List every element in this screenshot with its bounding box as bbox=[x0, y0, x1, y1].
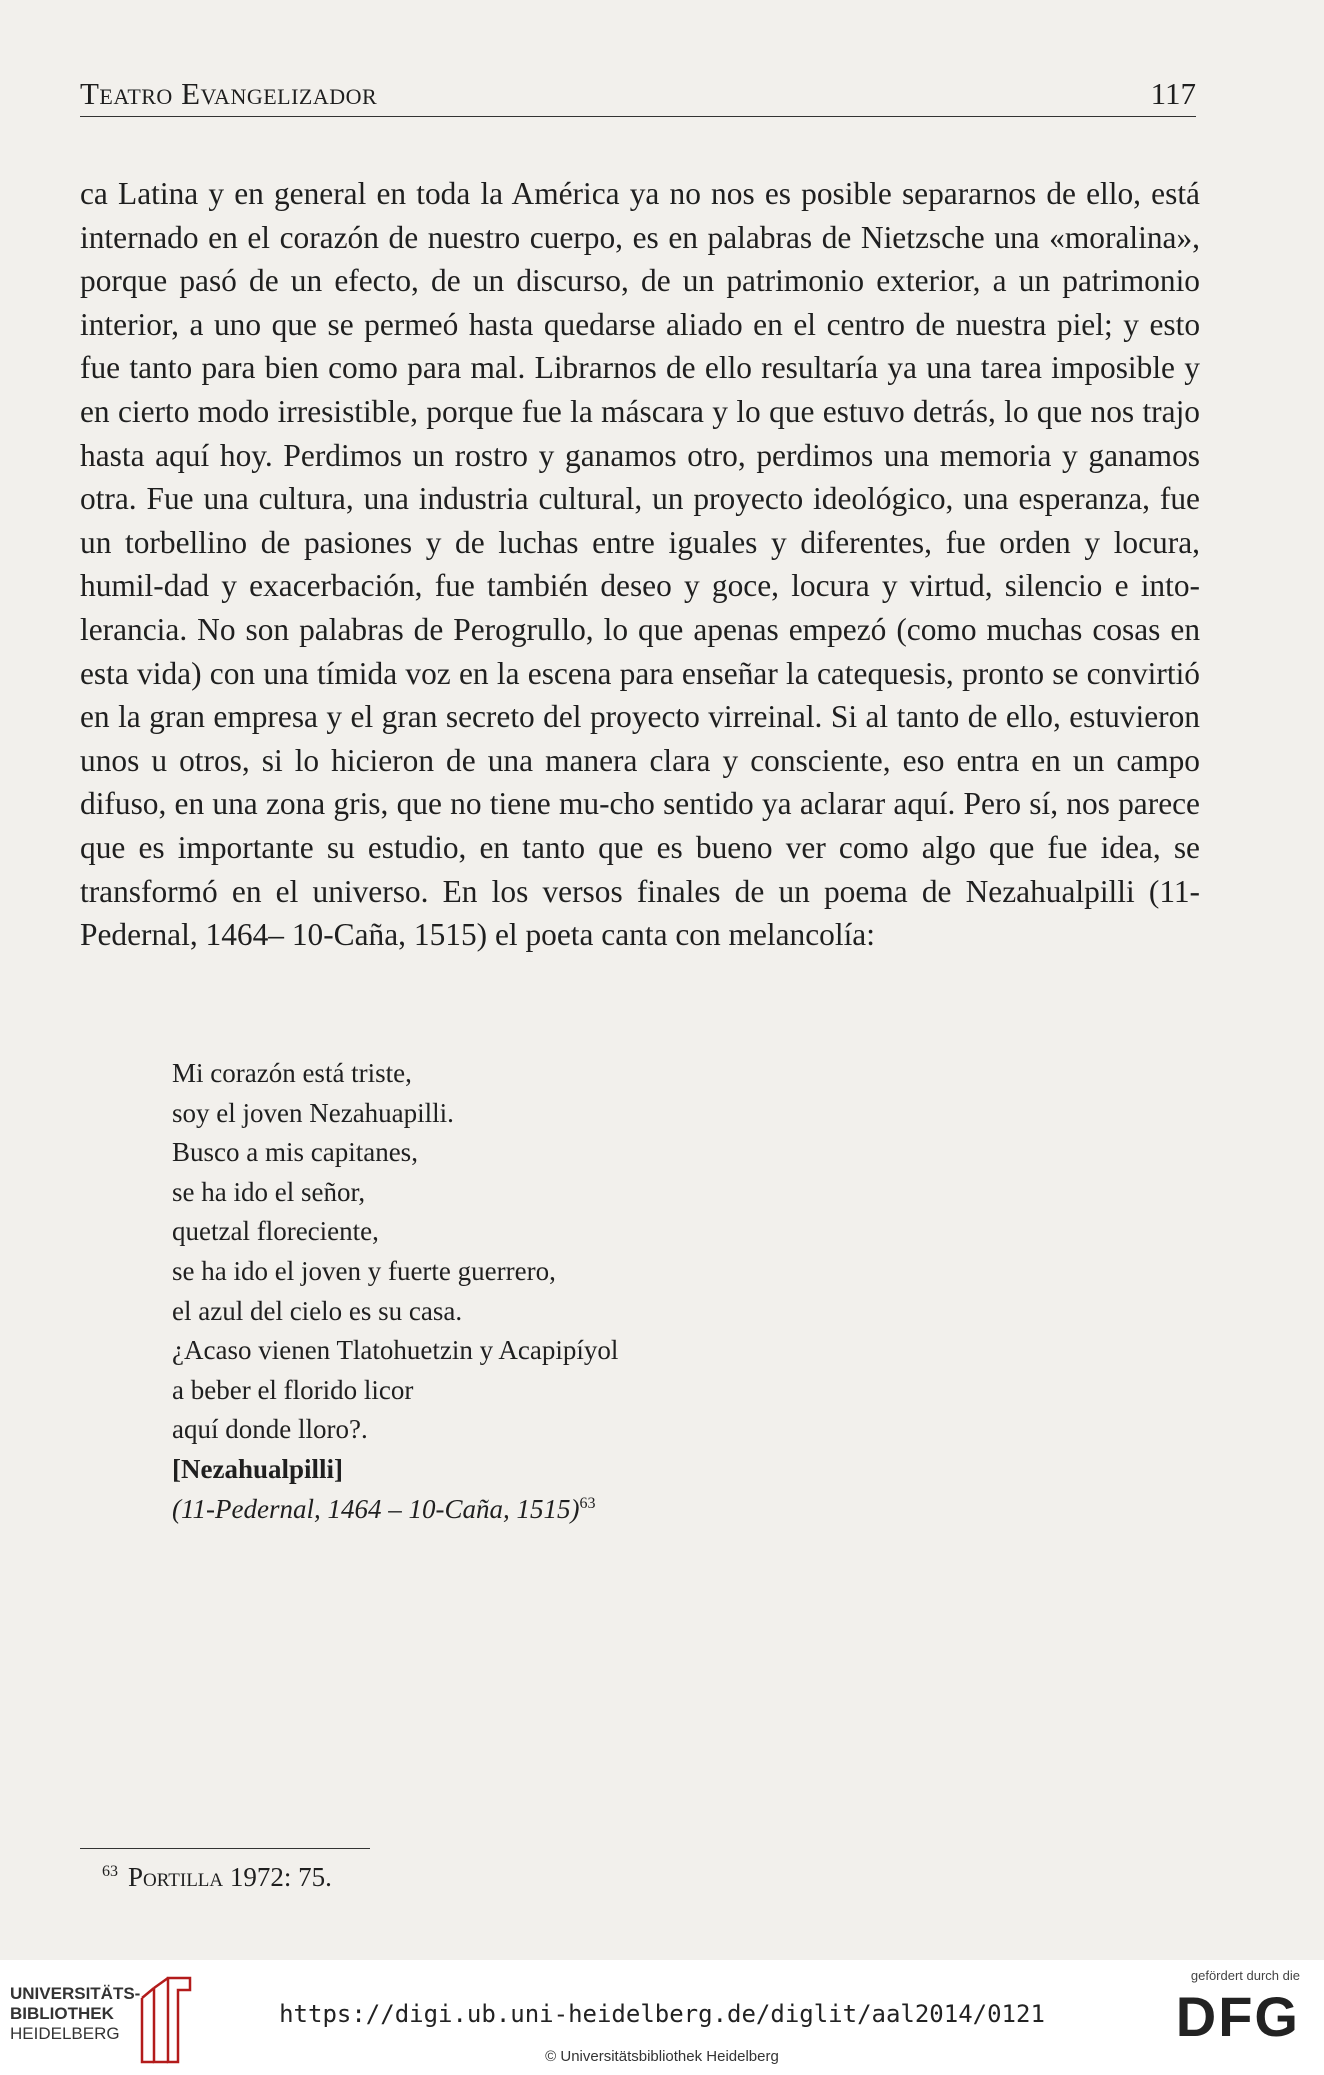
text-line: una «moralina», porque pasó de un efecto, de un discurso, de un patrimonio bbox=[80, 219, 1200, 299]
poem-line: el azul del cielo es su casa. bbox=[172, 1295, 463, 1326]
text-line: lerancia. No son palabras de Perogrullo, lo que apenas empezó (como muchas bbox=[80, 611, 1083, 647]
footnote bbox=[102, 1862, 332, 1893]
poem-line: ¿Acaso vienen Tlatohuetzin y Acapipíyol bbox=[172, 1335, 619, 1366]
poem-date-line bbox=[172, 1490, 1072, 1530]
footnote-citation-author: Portilla bbox=[128, 1862, 224, 1892]
text-line: ca Latina y en general en toda la América ya no nos es posible separarnos de bbox=[80, 176, 1076, 211]
library-name-line: BIBLIOTHEK bbox=[10, 2004, 114, 2023]
footnote-citation-year: 1972: 75. bbox=[229, 1862, 332, 1892]
poem-quote bbox=[172, 1054, 1072, 1529]
body-paragraph bbox=[80, 172, 1200, 957]
library-name-line: HEIDELBERG bbox=[10, 2024, 120, 2043]
copyright-notice: © Universitätsbibliothek Heidelberg bbox=[545, 2048, 779, 2065]
text-line: ello, está internado en el corazón de nuestro cuerpo, es en palabras de Nietzsche bbox=[80, 176, 1200, 255]
page-number: 117 bbox=[1150, 76, 1196, 111]
poem-line: se ha ido el señor, bbox=[172, 1176, 366, 1207]
digitization-footer bbox=[0, 1960, 1324, 2075]
text-line: rostro y ganamos otro, perdimos una memoria y ganamos otra. Fue una cultura, bbox=[80, 437, 1200, 517]
text-line: tanto que es bueno ver como algo que fue idea, se transformó en el universo. En bbox=[80, 829, 1200, 909]
funder-block[interactable] bbox=[1165, 1968, 1300, 2068]
poem-line: se ha ido el joven y fuerte guerrero, bbox=[172, 1255, 556, 1286]
text-line: cho sentido ya aclarar aquí. Pero sí, nos parece que es importante su estudio, en bbox=[80, 786, 1200, 865]
poem-line: Mi corazón está triste, bbox=[172, 1058, 412, 1088]
footnote-reference[interactable]: 63 bbox=[579, 1494, 596, 1512]
text-line: de pasiones y de luchas entre iguales y diferentes, fue orden y locura, humil- bbox=[80, 524, 1200, 604]
dfg-logo: DFG bbox=[1175, 1985, 1300, 2048]
text-line: ello resultaría ya una tarea imposible y en cierto modo irresistible, porque fue bbox=[80, 350, 1200, 429]
library-name-line: UNIVERSITÄTS- bbox=[10, 1984, 141, 2003]
text-line: los versos finales de un poema de Nezahualpilli (11-Pedernal, 1464– 10-Caña, bbox=[80, 873, 1200, 953]
poem-date: (11-Pedernal, 1464 – 10-Caña, 1515) bbox=[172, 1493, 580, 1524]
poem-line: soy el joven Nezahuapilli. bbox=[172, 1097, 454, 1128]
footnote-number: 63 bbox=[102, 1863, 118, 1880]
text-line: una industria cultural, un proyecto ideológico, una esperanza, fue un torbellino bbox=[80, 481, 1200, 560]
poem-line: Busco a mis capitanes, bbox=[172, 1137, 418, 1168]
running-head: Teatro Evangelizador bbox=[80, 76, 378, 111]
poem-line: a beber el florido licor bbox=[172, 1374, 414, 1405]
poem-author: [Nezahualpilli] bbox=[172, 1453, 344, 1484]
permalink-url[interactable]: https://digi.ub.uni-heidelberg.de/diglit/aal2014/0121 bbox=[279, 2000, 1045, 2028]
text-line: exterior, a un patrimonio interior, a uno que se permeó hasta quedarse aliado en bbox=[80, 263, 1200, 342]
text-line: 1515) el poeta canta con melancolía: bbox=[413, 917, 875, 953]
text-line: el centro de nuestra piel; y esto fue tanto para bien como para mal. Librarnos de bbox=[80, 306, 1201, 386]
page-header bbox=[80, 76, 1196, 117]
footnote-divider bbox=[80, 1848, 370, 1849]
text-line: pronto se convirtió en la gran empresa y el gran secreto del proyecto virreinal. bbox=[80, 655, 1200, 735]
text-line: y consciente, eso entra en un campo difuso, en una zona gris, que no tiene mu- bbox=[80, 742, 1201, 822]
poem-line: quetzal floreciente, bbox=[172, 1216, 379, 1247]
poem-line: aquí donde lloro?. bbox=[172, 1414, 368, 1445]
funding-caption: gefördert durch die bbox=[1190, 1968, 1300, 1983]
text-line: la máscara y lo que estuvo detrás, lo que nos trajo hasta aquí hoy. Perdimos un bbox=[80, 393, 1200, 473]
text-line: dad y exacerbación, fue también deseo y goce, locura y virtud, silencio e into- bbox=[163, 568, 1200, 604]
text-line: Si al tanto de ello, estuvieron unos u otros, si lo hicieron de una manera clara bbox=[80, 699, 1200, 778]
text-line: cosas en esta vida) con una tímida voz en la escena para enseñar la catequesis, bbox=[80, 611, 1201, 691]
